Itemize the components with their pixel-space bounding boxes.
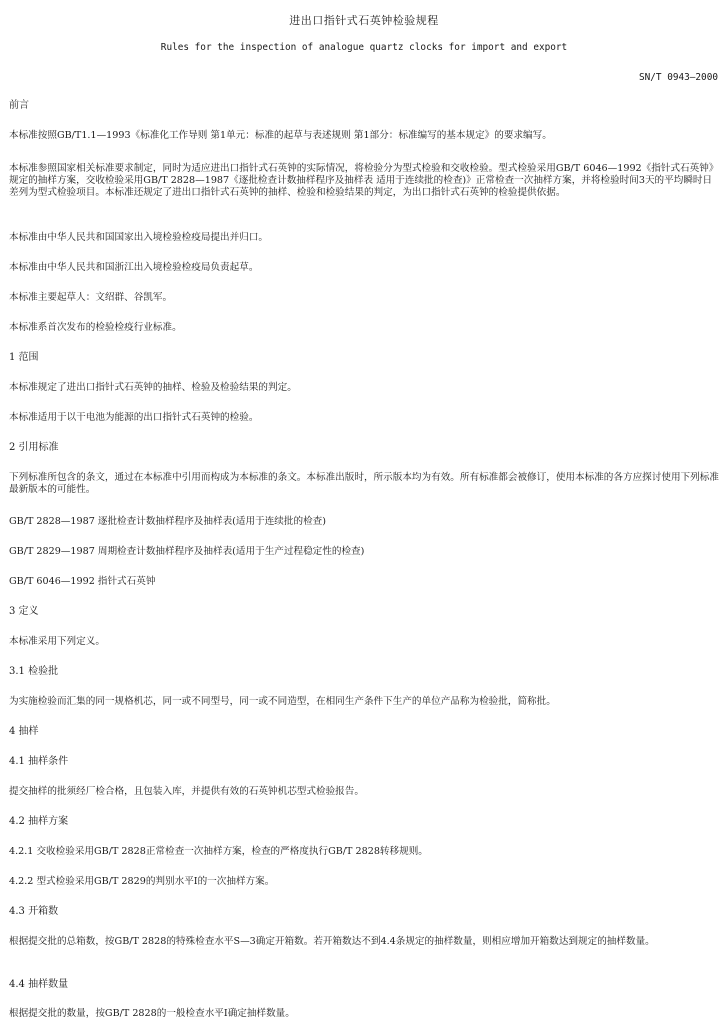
document-english-title: Rules for the inspection of analogue quartz clocks for import and export [160,42,568,53]
section-heading-foreword: 前言 [9,100,29,111]
subsection-heading: 4.1 抽样条件 [9,756,69,767]
document-title: 进出口指针式石英钟检验规程 [289,14,439,27]
reference-item: GB/T 6046—1992 指针式石英钟 [9,576,156,587]
paragraph: 下列标准所包含的条文，通过在本标准中引用而构成为本标准的条文。本标准出版时，所示版本均为有效。所有标准都会被修订，使用本标准的各方应探讨使用下列标准最新版本的可能性。 [9,472,719,495]
paragraph: 本标准系首次发布的检验检疫行业标准。 [9,322,182,333]
paragraph: 为实施检验而汇集的同一规格机芯，同一或不同型号，同一或不同造型，在相同生产条件下生产的单位产品称为检验批，简称批。 [9,696,556,707]
paragraph: 根据提交批的总箱数，按GB/T 2828的特殊检查水平S—3确定开箱数。若开箱数达不到4.4条规定的抽样数量，则相应增加开箱数达到规定的抽样数量。 [9,936,655,947]
section-heading-definitions: 3 定义 [9,606,39,617]
paragraph: 4.2.2 型式检验采用GB/T 2829的判别水平Ⅰ的一次抽样方案。 [9,876,275,887]
standard-code: SN/T 0943—2000 [638,72,718,83]
subsection-heading: 4.3 开箱数 [9,906,59,917]
paragraph: 本标准采用下列定义。 [9,636,105,647]
paragraph: 本标准参照国家相关标准要求制定，同时为适应进出口指针式石英钟的实际情况，将检验分为型式检验和交收检验。型式检验采用GB/T 6046—1992《指针式石英钟》规定的抽样方案，交收检验采用GB/T 2828—1987《逐批检查计数抽样程序及抽样表 适用于连续批的检查)》正常检查一次抽样方案，并将检验时间3天的平均瞬时日差列为型式检验项目。本标准还规定了进出口指针式石英钟的抽样、检验和检验结果的判定，为出口指针式石英钟的检验提供依据。 [9,163,719,198]
section-heading-references: 2 引用标准 [9,442,59,453]
section-heading-scope: 1 范围 [9,352,39,363]
reference-item: GB/T 2829—1987 周期检查计数抽样程序及抽样表(适用于生产过程稳定性的检查) [9,546,365,557]
subsection-heading: 4.4 抽样数量 [9,979,69,990]
paragraph: 本标准按照GB/T1.1—1993《标准化工作导则 第1单元：标准的起草与表述规则 第1部分：标准编写的基本规定》的要求编写。 [9,130,552,141]
paragraph: 本标准适用于以干电池为能源的出口指针式石英钟的检验。 [9,412,259,423]
paragraph: 根据提交批的数量，按GB/T 2828的一般检查水平Ⅰ确定抽样数量。 [9,1008,295,1019]
paragraph: 本标准规定了进出口指针式石英钟的抽样、检验及检验结果的判定。 [9,382,297,393]
reference-item: GB/T 2828—1987 逐批检查计数抽样程序及抽样表(适用于连续批的检查) [9,516,327,527]
paragraph: 本标准由中华人民共和国国家出入境检验检疫局提出并归口。 [9,232,269,243]
subsection-heading: 4.2 抽样方案 [9,816,69,827]
subsection-heading: 3.1 检验批 [9,666,59,677]
section-heading-sampling: 4 抽样 [9,726,39,737]
paragraph: 4.2.1 交收检验采用GB/T 2828正常检查一次抽样方案，检查的严格度执行GB/T 2828转移规则。 [9,846,428,857]
paragraph: 提交抽样的批须经厂检合格，且包装入库，并提供有效的石英钟机芯型式检验报告。 [9,786,364,797]
paragraph: 本标准由中华人民共和国浙江出入境检验检疫局负责起草。 [9,262,259,273]
paragraph: 本标准主要起草人：文绍群、谷凯军。 [9,292,173,303]
